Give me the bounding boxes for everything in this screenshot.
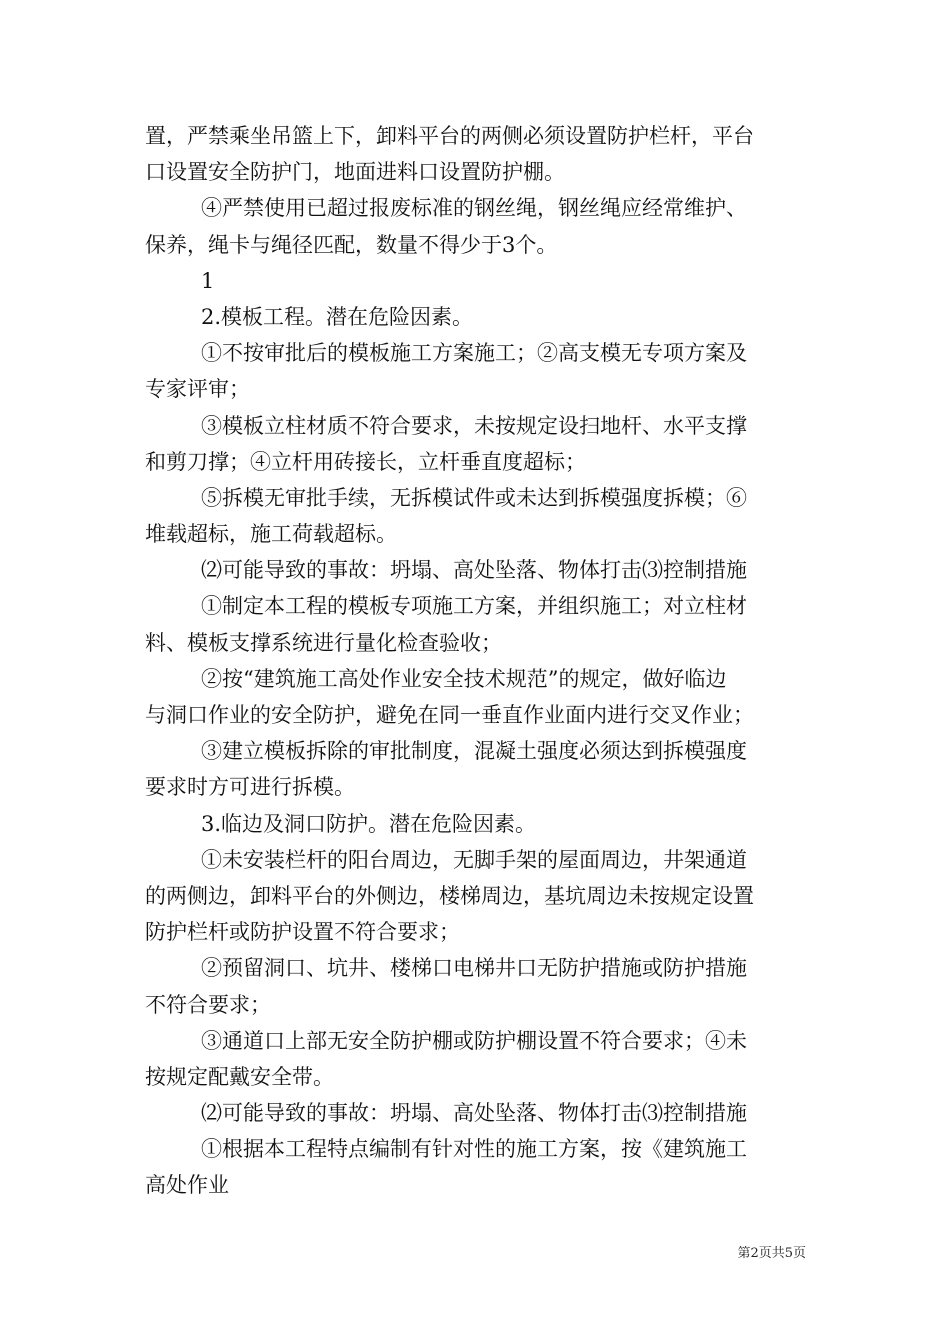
paragraph-line: ⑤拆模无审批手续，无拆模试件或未达到拆模强度拆模；⑥ — [201, 485, 747, 510]
paragraph-line: 专家评审； — [145, 377, 250, 402]
paragraph-line: ①根据本工程特点编制有针对性的施工方案，按《建筑施工 — [201, 1137, 747, 1162]
document-body — [145, 118, 809, 1204]
paragraph-line: ①不按审批后的模板施工方案施工；②高支模无专项方案及 — [201, 341, 747, 366]
paragraph-line: 2.模板工程。潜在危险因素。 — [201, 304, 474, 329]
paragraph-line: ⑵可能导致的事故：坍塌、高处坠落、物体打击⑶控制措施 — [201, 558, 747, 583]
paragraph-line: 置，严禁乘坐吊篮上下，卸料平台的两侧必须设置防护栏杆，平台 — [145, 124, 754, 148]
paragraph-line: ②按“建筑施工高处作业安全技术规范”的规定，做好临边 — [201, 666, 727, 691]
page-number-footer: 第2页共5页 — [737, 1246, 806, 1261]
paragraph-line: ③模板立柱材质不符合要求，未按规定设扫地杆、水平支撑 — [201, 413, 747, 438]
paragraph-line: 按规定配戴安全带。 — [145, 1064, 334, 1089]
paragraph-line: ④严禁使用已超过报废标准的钢丝绳，钢丝绳应经常维护、 — [201, 196, 747, 221]
paragraph-line: ①制定本工程的模板专项施工方案，并组织施工；对立柱材 — [201, 594, 747, 619]
paragraph-line: 口设置安全防护门，地面进料口设置防护棚。 — [145, 160, 565, 185]
paragraph-line: ②预留洞口、坑井、楼梯口电梯井口无防护措施或防护措施 — [201, 956, 747, 981]
paragraph-line: 和剪刀撑；④立杆用砖接长，立杆垂直度超标； — [145, 449, 586, 474]
paragraph-line: 料、模板支撑系统进行量化检查验收； — [145, 630, 502, 655]
paragraph-line: 要求时方可进行拆模。 — [145, 775, 355, 800]
paragraph-line: 不符合要求； — [145, 992, 271, 1017]
paragraph-line: ①未安装栏杆的阳台周边，无脚手架的屋面周边，井架通道 — [201, 847, 747, 872]
paragraph-line: 防护栏杆或防护设置不符合要求； — [145, 920, 460, 945]
paragraph-line: 高处作业 — [145, 1173, 229, 1198]
paragraph-line: 1 — [201, 268, 215, 293]
paragraph-line: ③建立模板拆除的审批制度，混凝土强度必须达到拆模强度 — [201, 739, 747, 764]
paragraph-line: 堆载超标，施工荷载超标。 — [145, 522, 397, 547]
paragraph-line: 保养，绳卡与绳径匹配，数量不得少于3个。 — [145, 232, 558, 257]
paragraph-line: 与洞口作业的安全防护，避免在同一垂直作业面内进行交叉作业； — [145, 703, 754, 727]
paragraph-line: 的两侧边，卸料平台的外侧边，楼梯周边，基坑周边未按规定设置 — [145, 883, 754, 908]
paragraph-line: ⑵可能导致的事故：坍塌、高处坠落、物体打击⑶控制措施 — [201, 1101, 747, 1126]
paragraph-line: 3.临边及洞口防护。潜在危险因素。 — [201, 811, 537, 836]
paragraph-line: ③通道口上部无安全防护棚或防护棚设置不符合要求；④未 — [201, 1028, 747, 1053]
